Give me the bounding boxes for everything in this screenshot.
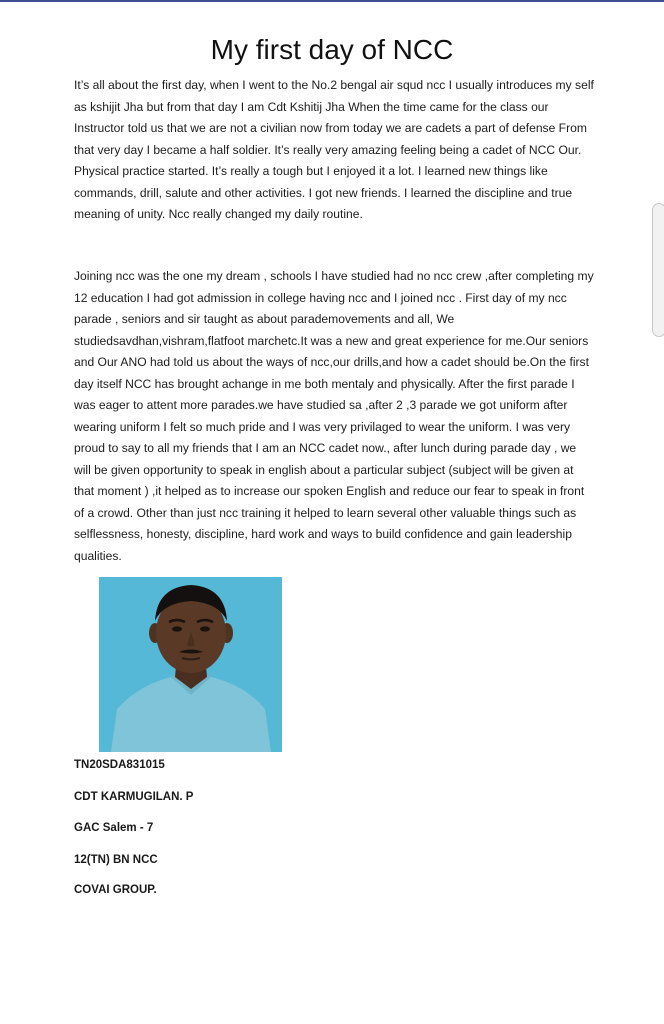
college-name: GAC Salem - 7 bbox=[74, 822, 154, 834]
battalion-name: 12(TN) BN NCC bbox=[74, 854, 158, 866]
group-name: COVAI GROUP. bbox=[74, 884, 157, 896]
page-title: My first day of NCC bbox=[210, 34, 454, 65]
top-rule bbox=[0, 0, 664, 2]
cadet-photo bbox=[99, 577, 282, 752]
cadet-portrait-image bbox=[99, 577, 282, 752]
cadet-name: CDT KARMUGILAN. P bbox=[74, 791, 194, 803]
scroll-handle[interactable] bbox=[652, 203, 664, 337]
paragraph-2: Joining ncc was the one my dream , schools I have studied had no ncc crew ,after completing my 12 education I had got admission in college having ncc and I joined ncc . First day of my ncc parade , seniors and sir taught as about parademovements and all, We studiedsavdhan,vishram,flatfoot marchetc.It was a new and great experience for me.Our seniors and Our ANO had told us about the ways of ncc,our drills,and how a cadet should be.On the first day itself NCC has brought achange in me both mentaly and physically. After the first parade I was eager to attent more parades.we have studied sa ,after 2 ,3 parade we got uniform after wearing uniform I felt so much pride and I was very privilaged to wear the uniform. I was very proud to say to all my friends that I am an NCC cadet now., after lunch during parade day , we will be given opportunity to speak in english about a particular subject (subject will be given at that moment ) ,it helped as to increase our spoken English and reduce our fear to speak in front of a crowd. Other than just ncc training it helped to learn several other valuable things such as selflessness, honesty, discipline, hard work and ways to build confidence and gain leadership qualities. bbox=[74, 269, 594, 563]
cadet-id: TN20SDA831015 bbox=[74, 759, 165, 771]
paragraph-1: It’s all about the first day, when I went to the No.2 bengal air squd ncc I usually introduces my self as kshijit Jha but from that day I am Cdt Kshitij Jha When the time came for the class our Instructor told us that we are not a civilian now from today we are cadets a part of defense From that very day I became a half soldier. It’s really very amazing feeling being a cadet of NCC Our. Physical practice started. It’s really a tough but I enjoyed it a lot. I learned new things like commands, drill, salute and other activities. I got new friends. I learned the discipline and true meaning of unity. Ncc really changed my daily routine. bbox=[74, 78, 594, 221]
